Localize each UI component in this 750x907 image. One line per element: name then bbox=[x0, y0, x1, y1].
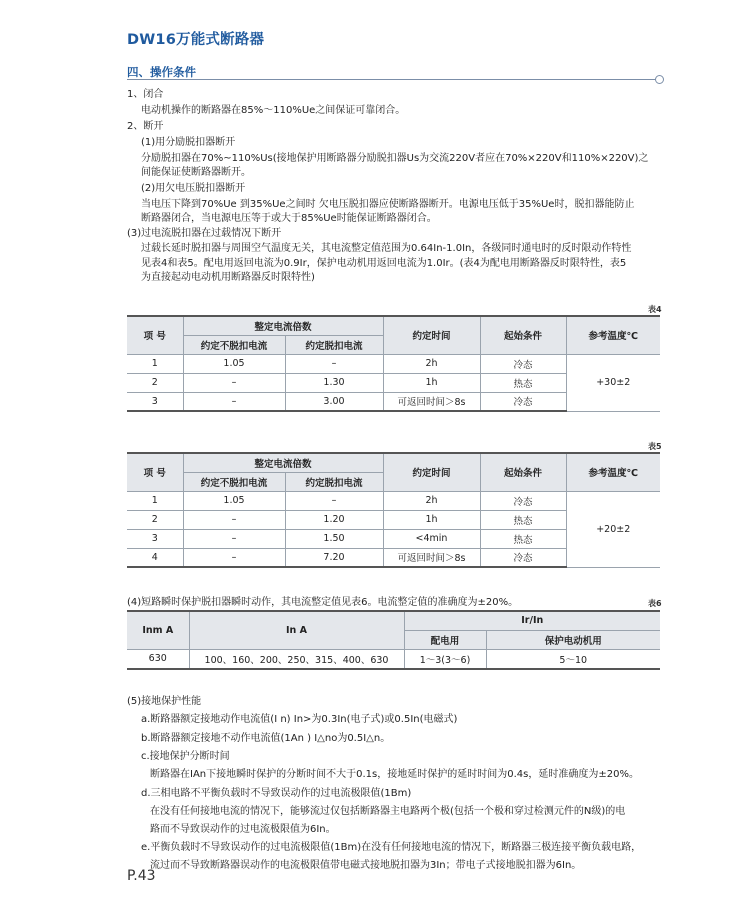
undervoltage-line: 当电压下降到70%Ue 到35%Ue之间时 欠电压脱扣器应使断路器断开。电源电压低于35%Ue时，脱扣器能防止 bbox=[141, 199, 635, 210]
table-row bbox=[127, 649, 660, 669]
undervoltage-heading: (2)用欠电压脱扣器断开 bbox=[141, 183, 246, 194]
cell: – bbox=[285, 354, 383, 373]
ground-item-b: b.断路器额定接地不动作电流值(1An ) I△no为0.5I△n。 bbox=[141, 733, 391, 744]
cell: 热态 bbox=[480, 529, 566, 548]
instant-text: (4)短路瞬时保护脱扣器瞬时动作，其电流整定值见表6。电流整定值的准确度为±20%。 bbox=[127, 597, 519, 608]
table-6 bbox=[127, 610, 660, 670]
header-trip: 约定脱扣电流 bbox=[285, 472, 383, 491]
document-title: DW16万能式断路器 bbox=[127, 32, 265, 48]
cell: 5～10 bbox=[486, 649, 660, 669]
cell: 冷态 bbox=[480, 491, 566, 510]
section-divider bbox=[127, 79, 657, 80]
header-start: 起始条件 bbox=[480, 316, 566, 354]
header-no-trip: 约定不脱扣电流 bbox=[183, 335, 285, 354]
table-5 bbox=[127, 452, 660, 568]
overload-line: 为直接起动电动机用断路器反时限特性) bbox=[141, 272, 315, 283]
cell: 3.00 bbox=[285, 392, 383, 411]
ground-heading: (5)接地保护性能 bbox=[127, 696, 202, 707]
table-tag: 表5 bbox=[648, 442, 662, 451]
table-tag: 表4 bbox=[648, 305, 662, 314]
shunt-heading: (1)用分励脱扣器断开 bbox=[141, 137, 236, 148]
header-multiple: 整定电流倍数 bbox=[183, 453, 383, 472]
closing-text: 电动机操作的断路器在85%～110%Ue之间保证可靠闭合。 bbox=[141, 105, 406, 116]
table-row bbox=[127, 354, 660, 373]
cell: 冷态 bbox=[480, 392, 566, 411]
header-time: 约定时间 bbox=[383, 453, 480, 491]
ground-item-e-line: e.平衡负载时不导致误动作的过电流极限值(1Bm)在没有任何接地电流的情况下，断路器三极连接平衡负载电路， bbox=[141, 842, 642, 853]
header-item: 项 号 bbox=[127, 453, 183, 491]
overload-line: 过载长延时脱扣器与周围空气温度无关，其电流整定值范围为0.64In-1.0In，各级同时通电时的反时限动作特性 bbox=[141, 243, 632, 254]
section-heading: 四、操作条件 bbox=[127, 65, 196, 79]
ground-item-d-line: 在没有任何接地电流的情况下，能够流过仅包括断路器主电路两个极(包括一个极和穿过检测元件的N级)的电 bbox=[150, 806, 626, 817]
cell: – bbox=[183, 373, 285, 392]
ground-item-c-text: 断路器在IAn下接地瞬时保护的分断时间不大于0.1s，接地延时保护的延时时间为0.4s，延时准确度为±20%。 bbox=[150, 769, 639, 780]
cell: 100、160、200、250、315、400、630 bbox=[189, 649, 404, 669]
table-row bbox=[127, 491, 660, 510]
cell: – bbox=[183, 529, 285, 548]
cell: – bbox=[285, 491, 383, 510]
cell: 3 bbox=[127, 529, 183, 548]
header-multiple: 整定电流倍数 bbox=[183, 316, 383, 335]
table-4 bbox=[127, 315, 660, 412]
header-motor: 保护电动机用 bbox=[486, 630, 660, 649]
cell: 1.20 bbox=[285, 510, 383, 529]
undervoltage-line: 断路器闭合，当电源电压等于或大于85%Ue时能保证断路器闭合。 bbox=[141, 213, 437, 224]
header-ratio: Ir/In bbox=[404, 611, 660, 630]
cell: 1 bbox=[127, 354, 183, 373]
cell: 1～3(3～6) bbox=[404, 649, 486, 669]
ground-item-d-line: 路而不导致误动作的过电流极限值为6In。 bbox=[150, 824, 336, 835]
cell: 1.05 bbox=[183, 491, 285, 510]
cell: <4min bbox=[383, 529, 480, 548]
cell: – bbox=[183, 548, 285, 567]
cell: 4 bbox=[127, 548, 183, 567]
cell: 冷态 bbox=[480, 354, 566, 373]
cell: 1.50 bbox=[285, 529, 383, 548]
cell: 7.20 bbox=[285, 548, 383, 567]
header-inm: Inm A bbox=[127, 611, 189, 649]
cell: 1h bbox=[383, 510, 480, 529]
header-item: 项 号 bbox=[127, 316, 183, 354]
cell: – bbox=[183, 510, 285, 529]
header-time: 约定时间 bbox=[383, 316, 480, 354]
cell: 1 bbox=[127, 491, 183, 510]
shunt-line: 分励脱扣器在70%~110%Us(接地保护用断路器分励脱扣器Us为交流220V者应在70%×220V和110%×220V)之 bbox=[141, 153, 649, 164]
cell: 2h bbox=[383, 491, 480, 510]
header-in: In A bbox=[189, 611, 404, 649]
cell: 可返回时间＞8s bbox=[383, 548, 480, 567]
ground-item-a: a.断路器额定接地动作电流值(I n) In>为0.3In(电子式)或0.5In(电磁式) bbox=[141, 714, 458, 725]
cell: 热态 bbox=[480, 510, 566, 529]
cell: 可返回时间＞8s bbox=[383, 392, 480, 411]
header-trip: 约定脱扣电流 bbox=[285, 335, 383, 354]
header-temp: 参考温度℃ bbox=[566, 316, 660, 354]
overload-line: 见表4和表5。配电用返回电流为0.9Ir，保护电动机用返回电流为1.0Ir。(表4为配电用断路器反时限特性，表5 bbox=[141, 258, 627, 269]
header-distribution: 配电用 bbox=[404, 630, 486, 649]
cell: – bbox=[183, 392, 285, 411]
header-temp: 参考温度℃ bbox=[566, 453, 660, 491]
cell: 1.05 bbox=[183, 354, 285, 373]
overload-heading: (3)过电流脱扣器在过载情况下断开 bbox=[127, 228, 282, 239]
opening-heading: 2、断开 bbox=[127, 121, 164, 132]
ground-item-e-line: 流过而不导致断路器误动作的电流极限值带电磁式接地脱扣器为3In；带电子式接地脱扣器为6In。 bbox=[150, 860, 582, 871]
cell: 1h bbox=[383, 373, 480, 392]
cell: 热态 bbox=[480, 373, 566, 392]
ground-item-c-heading: c.接地保护分断时间 bbox=[141, 751, 230, 762]
shunt-line: 间能保证使断路器断开。 bbox=[141, 167, 251, 178]
header-start: 起始条件 bbox=[480, 453, 566, 491]
cell: 2h bbox=[383, 354, 480, 373]
temp-value: +20±2 bbox=[566, 491, 660, 567]
cell: 1.30 bbox=[285, 373, 383, 392]
closing-heading: 1、闭合 bbox=[127, 89, 164, 100]
cell: 2 bbox=[127, 510, 183, 529]
table-tag: 表6 bbox=[648, 599, 662, 608]
temp-value: +30±2 bbox=[566, 354, 660, 411]
cell: 3 bbox=[127, 392, 183, 411]
cell: 630 bbox=[127, 649, 189, 669]
cell: 2 bbox=[127, 373, 183, 392]
page-number: P.43 bbox=[127, 868, 156, 884]
divider-end-circle bbox=[655, 75, 664, 84]
header-no-trip: 约定不脱扣电流 bbox=[183, 472, 285, 491]
cell: 冷态 bbox=[480, 548, 566, 567]
ground-item-d-heading: d.三相电路不平衡负载时不导致误动作的过电流极限值(1Bm) bbox=[141, 788, 412, 799]
